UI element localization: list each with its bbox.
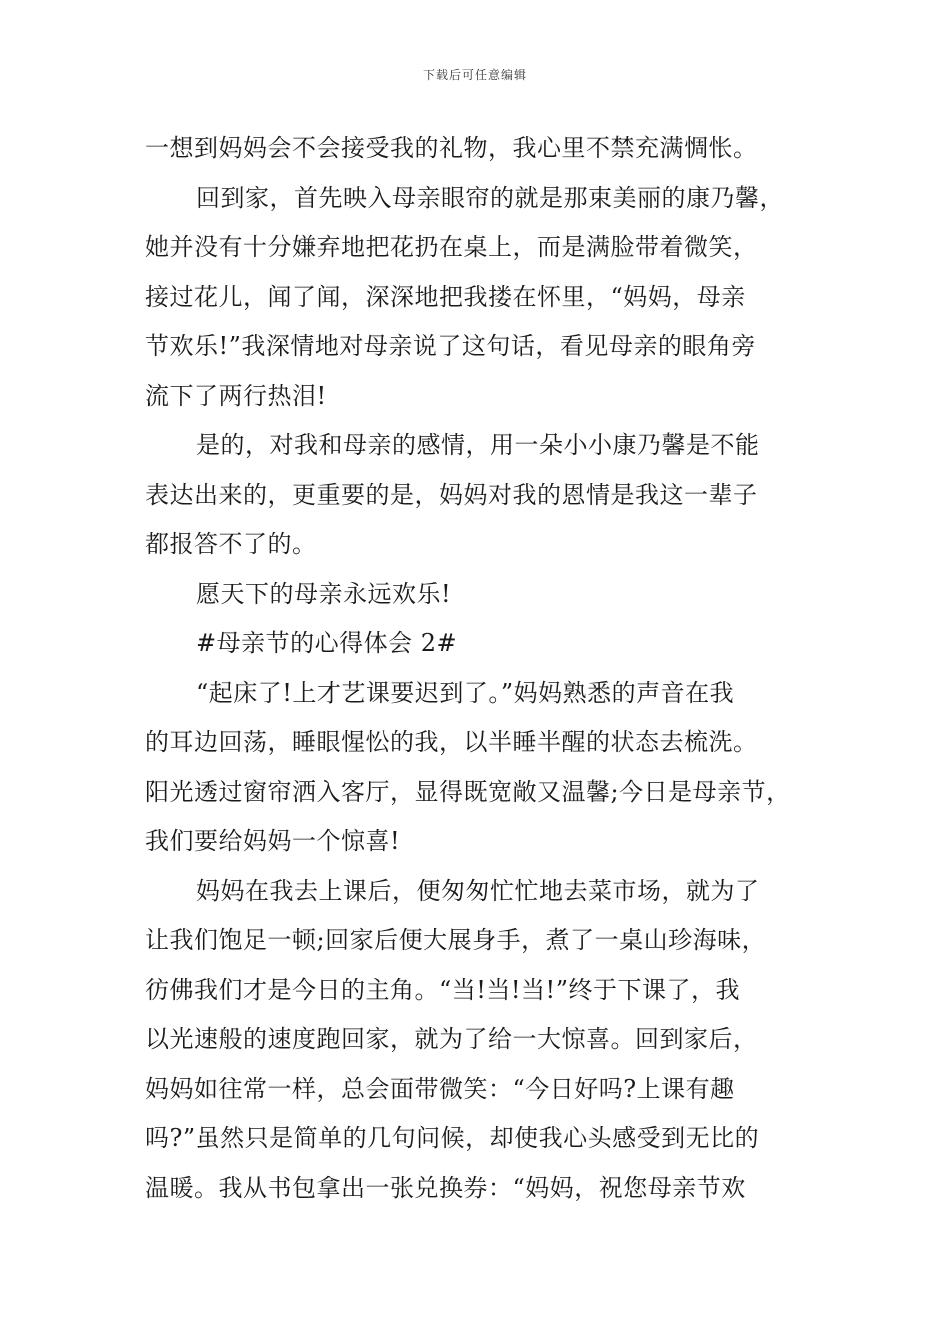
text-line: 吗?”虽然只是简单的几句问候，却使我心头感受到无比的 — [145, 1124, 760, 1152]
text-line: 彷佛我们才是今日的主角。“当!当!当!”终于下课了，我 — [145, 975, 740, 1004]
text-line: 让我们饱足一顿;回家后便大展身手，煮了一桌山珍海味， — [145, 926, 767, 954]
text-line: 妈妈在我去上课后，便匆匆忙忙地去菜市场，就为了 — [196, 876, 760, 905]
article-body — [145, 124, 815, 1213]
text-line: 愿天下的母亲永远欢乐! — [196, 579, 452, 608]
text-line: “起床了!上才艺课要迟到了。”妈妈熟悉的声音在我 — [196, 678, 735, 707]
text-line: 流下了两行热泪! — [145, 381, 327, 410]
section-heading: #母亲节的心得体会 2# — [196, 629, 458, 657]
text-line: 表达出来的，更重要的是，妈妈对我的恩情是我这一辈子 — [145, 480, 758, 509]
text-line: 阳光透过窗帘洒入客厅，显得既宽敞又温馨;今日是母亲节， — [145, 777, 791, 806]
text-line: 以光速般的速度跑回家，就为了给一大惊喜。回到家后， — [145, 1025, 758, 1053]
header-note: 下载后可任意编辑 — [422, 68, 527, 82]
text-line: 节欢乐!”我深情地对母亲说了这句话，看见母亲的眼角旁 — [145, 332, 756, 360]
text-line: 接过花儿，闻了闻，深深地把我搂在怀里，“妈妈，母亲 — [145, 282, 746, 311]
text-line: 温暖。我从书包拿出一张兑换券：“妈妈，祝您母亲节欢 — [145, 1173, 746, 1202]
text-line: 的耳边回荡，睡眼惺忪的我，以半睡半醒的状态去梳洗。 — [145, 728, 758, 756]
text-line: 回到家，首先映入母亲眼帘的就是那束美丽的康乃馨， — [196, 183, 784, 212]
text-line: 一想到妈妈会不会接受我的礼物，我心里不禁充满惆怅。 — [145, 134, 758, 162]
text-line: 我们要给妈妈一个惊喜! — [145, 827, 401, 855]
text-line: 妈妈如往常一样，总会面带微笑：“今日好吗?上课有趣 — [145, 1074, 735, 1103]
text-line: 她并没有十分嫌弃地把花扔在桌上，而是满脸带着微笑， — [145, 233, 758, 261]
text-line: 都报答不了的。 — [145, 530, 317, 558]
text-line: 是的，对我和母亲的感情，用一朵小小康乃馨是不能 — [196, 431, 760, 459]
